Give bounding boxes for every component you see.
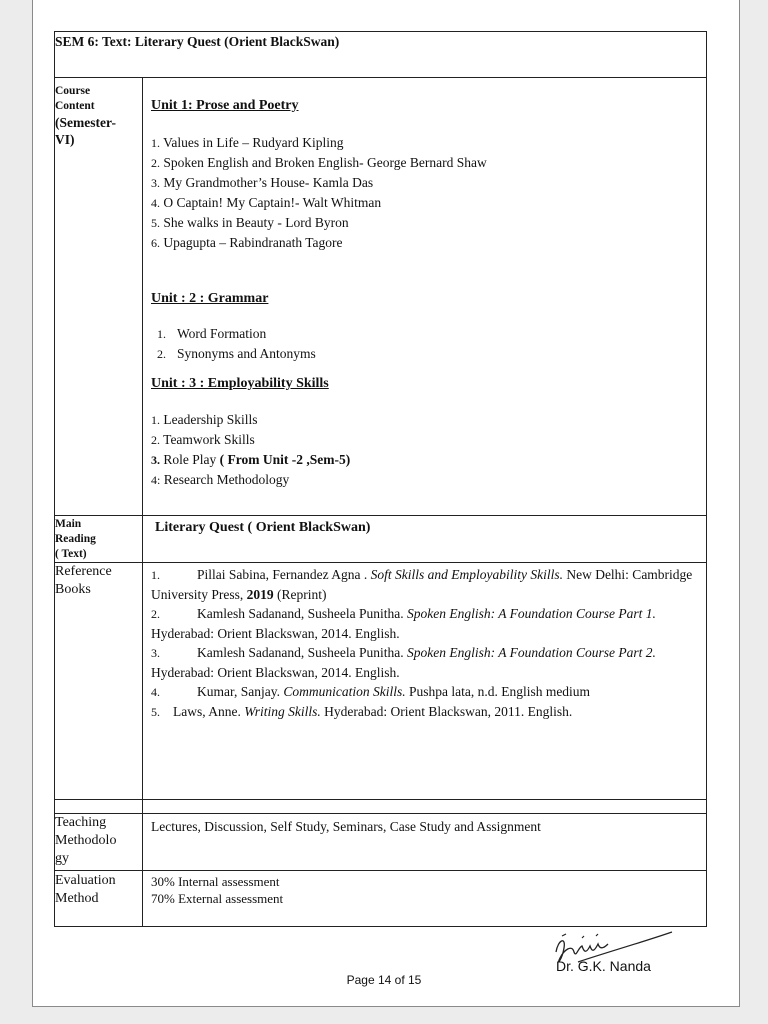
teaching-label — [55, 814, 143, 871]
label-line: Content — [55, 100, 95, 112]
ref-title: Spoken English: A Foundation Course Part 1. — [406, 606, 656, 621]
reference-item — [151, 702, 698, 722]
eval-internal: 30% Internal assessment — [151, 874, 280, 889]
ref-author: Kamlesh Sadanand, Susheela Punitha. — [197, 645, 407, 660]
item-text: Leadership Skills — [163, 412, 258, 427]
eval-external: 70% External assessment — [151, 891, 284, 906]
item-number: 5. — [151, 216, 160, 230]
unit2-list — [151, 324, 700, 364]
main-reading-row — [55, 516, 707, 563]
unit3-item — [151, 430, 700, 450]
ref-author: Pillai Sabina, Fernandez Agna . — [197, 567, 371, 582]
item-number: 6. — [151, 236, 160, 250]
unit3-heading: Unit : 3 : Employability Skills — [151, 376, 329, 391]
item-text: Synonyms and Antonyms — [177, 346, 316, 361]
ref-author: Kumar, Sanjay. — [197, 684, 284, 699]
reference-item — [151, 604, 698, 643]
item-number: 2. — [151, 433, 160, 447]
label-line: Reference — [55, 564, 112, 579]
ref-publisher: Hyderabad: Orient Blackswan, 2014. English. — [151, 665, 400, 680]
header-row — [55, 32, 707, 78]
item-number: 1. — [151, 568, 160, 582]
ref-publisher: Hyderabad: Orient Blackswan, 2014. English. — [151, 626, 400, 641]
ref-publisher: Pushpa lata, n.d. English medium — [405, 684, 591, 699]
item-number: 3. — [151, 646, 160, 660]
item-text: Teamwork Skills — [163, 432, 255, 447]
unit2-item — [157, 344, 700, 364]
label-line: Reading — [55, 533, 96, 545]
main-reading-value: Literary Quest ( Orient BlackSwan) — [143, 516, 707, 563]
ref-publisher: New Delhi: Cambridge University Press, — [151, 567, 693, 602]
spacer-row — [55, 800, 707, 814]
reference-list — [151, 565, 698, 722]
item-number: 3. — [151, 453, 160, 467]
item-number: 3. — [151, 176, 160, 190]
item-bold-suffix: ( From Unit -2 ,Sem-5) — [219, 452, 351, 467]
unit3-item — [151, 450, 700, 470]
label-line: VI) — [55, 132, 75, 147]
unit3-list — [151, 410, 700, 490]
evaluation-label — [55, 871, 143, 927]
course-content-label — [55, 78, 143, 516]
ref-author: Laws, Anne. — [173, 704, 245, 719]
course-content-cell — [143, 78, 707, 516]
item-text: She walks in Beauty - Lord Byron — [163, 215, 349, 230]
label-line: gy — [55, 851, 69, 866]
unit1-item — [151, 133, 700, 153]
unit1-item — [151, 153, 700, 173]
unit1-list — [151, 133, 700, 253]
label-line: Methodolo — [55, 833, 117, 848]
teaching-row — [55, 814, 707, 871]
unit2-item — [157, 324, 700, 344]
spacer-cell — [143, 800, 707, 814]
reference-label — [55, 563, 143, 800]
reference-row — [55, 563, 707, 800]
label-line: Teaching — [55, 815, 107, 830]
unit1-item — [151, 233, 700, 253]
item-number: 1. — [151, 413, 160, 427]
ref-title: Writing Skills. — [244, 704, 321, 719]
item-number: 5. — [151, 705, 160, 719]
label-line: ( Text) — [55, 548, 87, 560]
ref-title: Soft Skills and Employability Skills. — [370, 567, 563, 582]
signatory-name: Dr. G.K. Nanda — [556, 958, 651, 974]
sem-title: SEM 6: Text: Literary Quest (Orient BlackSwan) — [55, 32, 707, 78]
item-text: Upagupta – Rabindranath Tagore — [163, 235, 343, 250]
label-line: Course — [55, 85, 91, 97]
item-number: 4: — [151, 473, 161, 487]
item-text: Spoken English and Broken English- George Bernard Shaw — [163, 155, 487, 170]
course-content-row — [55, 78, 707, 516]
item-text: Research Methodology — [163, 472, 290, 487]
reference-item — [151, 682, 698, 702]
label-line: Books — [55, 582, 91, 597]
item-text: Role Play — [163, 452, 220, 467]
ref-note: (Reprint) — [273, 587, 327, 602]
unit3-item — [151, 410, 700, 430]
item-number: 2. — [151, 156, 160, 170]
item-number: 2. — [157, 347, 166, 361]
item-text: My Grandmother’s House- Kamla Das — [163, 175, 374, 190]
item-number: 4. — [151, 685, 160, 699]
unit1-item — [151, 213, 700, 233]
reference-cell — [143, 563, 707, 800]
label-line: Main — [55, 518, 82, 530]
teaching-value: Lectures, Discussion, Self Study, Seminars, Case Study and Assignment — [143, 814, 707, 871]
syllabus-table — [54, 31, 707, 927]
label-line: (Semester- — [55, 115, 116, 130]
item-number: 1. — [151, 136, 160, 150]
ref-author: Kamlesh Sadanand, Susheela Punitha. — [197, 606, 407, 621]
item-number: 1. — [157, 327, 166, 341]
ref-year: 2019 — [246, 587, 274, 602]
unit3-item — [151, 470, 700, 490]
item-text: Values in Life – Rudyard Kipling — [163, 135, 344, 150]
item-number: 2. — [151, 607, 160, 621]
label-line: Evaluation — [55, 873, 116, 888]
main-reading-label — [55, 516, 143, 563]
page-number: Page 14 of 15 — [346, 973, 422, 987]
reference-item — [151, 643, 698, 682]
evaluation-value — [143, 871, 707, 927]
ref-publisher: Hyderabad: Orient Blackswan, 2011. English. — [320, 704, 573, 719]
evaluation-row — [55, 871, 707, 927]
unit2-heading: Unit : 2 : Grammar — [151, 291, 269, 306]
item-text: O Captain! My Captain!- Walt Whitman — [163, 195, 382, 210]
spacer-cell — [55, 800, 143, 814]
ref-title: Communication Skills. — [283, 684, 406, 699]
ref-title: Spoken English: A Foundation Course Part 2. — [406, 645, 656, 660]
item-text: Word Formation — [177, 326, 267, 341]
unit1-item — [151, 173, 700, 193]
item-number: 4. — [151, 196, 160, 210]
unit1-item — [151, 193, 700, 213]
label-line: Method — [55, 891, 99, 906]
reference-item — [151, 565, 698, 604]
unit1-heading: Unit 1: Prose and Poetry — [151, 98, 299, 113]
